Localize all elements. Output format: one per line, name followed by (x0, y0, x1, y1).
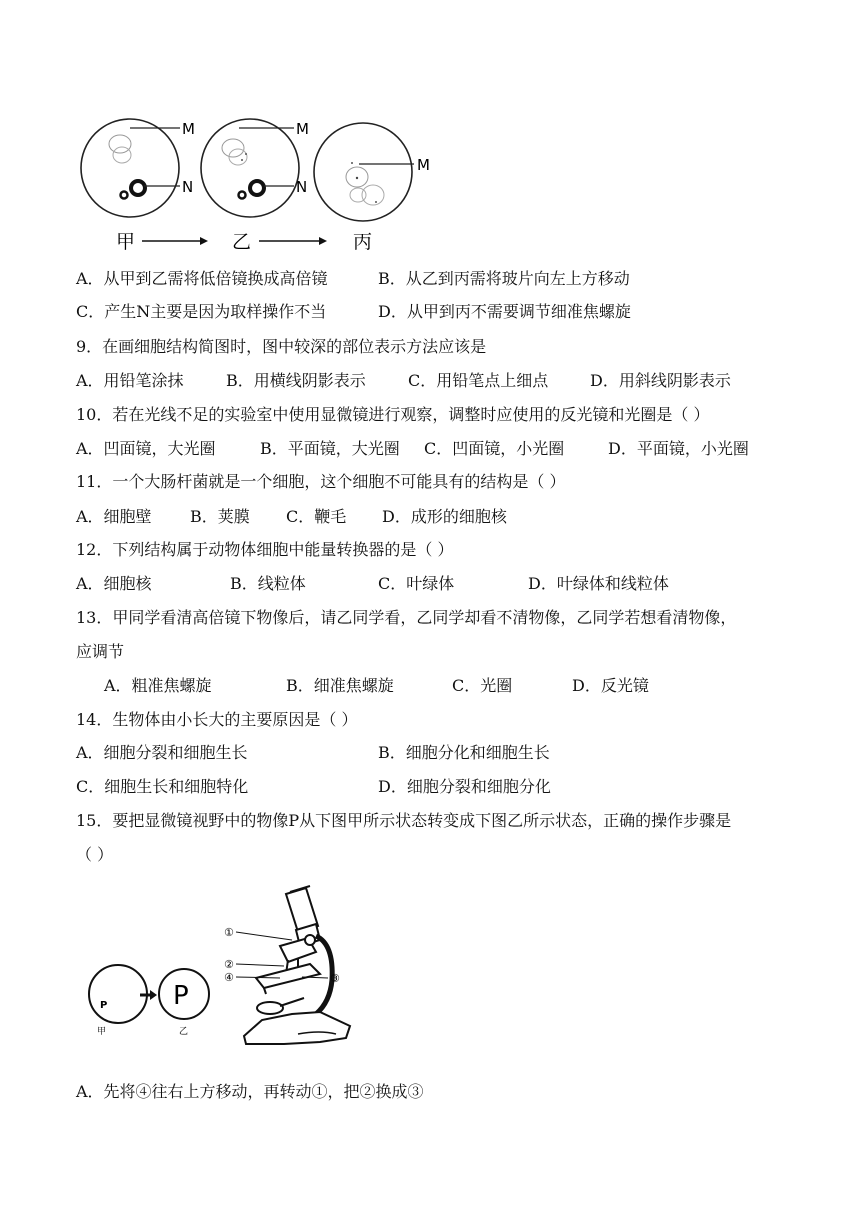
q9-option-c: C．用铅笔点上细点 (408, 371, 549, 390)
label-yi-small: 乙 (179, 1027, 189, 1037)
q13-stem-line1: 13．甲同学看清高倍镜下物像后，请乙同学看，乙同学却看不清物像，乙同学若想看清物像， (76, 608, 737, 627)
marker-3: ③ (330, 972, 340, 985)
q8-option-c: C．产生N主要是因为取样操作不当 (76, 302, 327, 321)
q12-option-c: C．叶绿体 (378, 574, 455, 593)
microscope-fields-figure (76, 116, 456, 256)
arrow-right-icon (319, 237, 327, 245)
bubble-n-yi (250, 181, 264, 195)
field-circle-bing (314, 123, 412, 221)
field-circle-jia (81, 119, 179, 217)
q13-stem-line2: 应调节 (76, 642, 125, 661)
q12-option-a: A．细胞核 (76, 574, 152, 593)
label-n-2: N (296, 178, 308, 196)
q8-option-b: B．从乙到丙需将玻片向左上方移动 (378, 269, 630, 288)
q11-option-a: A．细胞壁 (76, 507, 152, 526)
label-p-big: P (173, 981, 189, 1011)
q9-option-a: A．用铅笔涂抹 (76, 371, 184, 390)
arrow-right-icon (200, 237, 208, 245)
q9-option-b: B．用横线阴影表示 (226, 371, 366, 390)
q13-option-b: B．细准焦螺旋 (286, 676, 394, 695)
label-m-2: M (296, 120, 309, 138)
q10-option-c: C．凹面镜，小光圈 (424, 439, 565, 458)
q10-stem: 10．若在光线不足的实验室中使用显微镜进行观察，调整时应使用的反光镜和光圈是（ ） (76, 405, 710, 424)
label-jia: 甲 (116, 231, 136, 253)
marker-1: ① (224, 926, 234, 939)
marker-2: ② (224, 958, 234, 971)
marker-4: ④ (224, 971, 234, 984)
q8-option-d: D．从甲到丙不需要调节细准焦螺旋 (378, 302, 631, 321)
q11-option-c: C．鞭毛 (286, 507, 347, 526)
label-yi: 乙 (232, 231, 252, 253)
label-jia-small: 甲 (97, 1027, 107, 1037)
label-m-1: M (182, 120, 195, 138)
q12-option-b: B．线粒体 (230, 574, 306, 593)
q14-option-a: A．细胞分裂和细胞生长 (76, 743, 248, 762)
label-p-small: P (100, 1000, 108, 1011)
microscope-figure (84, 884, 364, 1054)
q10-option-b: B．平面镜，大光圈 (260, 439, 400, 458)
q15-stem-line2: （ ） (76, 845, 114, 864)
q14-option-d: D．细胞分裂和细胞分化 (378, 777, 551, 796)
q9-option-d: D．用斜线阴影表示 (590, 371, 731, 390)
q13-option-c: C．光圈 (452, 676, 513, 695)
q14-stem: 14．生物体由小长大的主要原因是（ ） (76, 710, 358, 729)
q15-stem-line1: 15．要把显微镜视野中的物像P从下图甲所示状态转变成下图乙所示状态，正确的操作步骤是 (76, 811, 732, 830)
q11-option-d: D．成形的细胞核 (382, 507, 507, 526)
q11-stem: 11．一个大肠杆菌就是一个细胞，这个细胞不可能具有的结构是（ ） (76, 472, 566, 491)
q13-option-d: D．反光镜 (572, 676, 649, 695)
label-n-1: N (182, 178, 194, 196)
q12-option-d: D．叶绿体和线粒体 (528, 574, 669, 593)
q13-option-a: A．粗准焦螺旋 (104, 676, 212, 695)
label-m-3: M (417, 156, 430, 174)
q9-stem: 9．在画细胞结构简图时，图中较深的部位表示方法应该是 (76, 337, 487, 356)
q12-stem: 12．下列结构属于动物体细胞中能量转换器的是（ ） (76, 540, 454, 559)
q8-option-a: A．从甲到乙需将低倍镜换成高倍镜 (76, 269, 328, 288)
q15-option-a: A．先将④往右上方移动，再转动①，把②换成③ (76, 1082, 424, 1101)
q10-option-a: A．凹面镜，大光圈 (76, 439, 216, 458)
label-bing: 丙 (353, 231, 373, 253)
q14-option-c: C．细胞生长和细胞特化 (76, 777, 249, 796)
arrow-right-icon (150, 990, 157, 1000)
bubble-n-jia (131, 181, 145, 195)
q14-option-b: B．细胞分化和细胞生长 (378, 743, 550, 762)
q10-option-d: D．平面镜，小光圈 (608, 439, 749, 458)
field-circle-yi (201, 119, 299, 217)
q11-option-b: B．荚膜 (190, 507, 250, 526)
field-circle-jia-small (89, 965, 147, 1023)
